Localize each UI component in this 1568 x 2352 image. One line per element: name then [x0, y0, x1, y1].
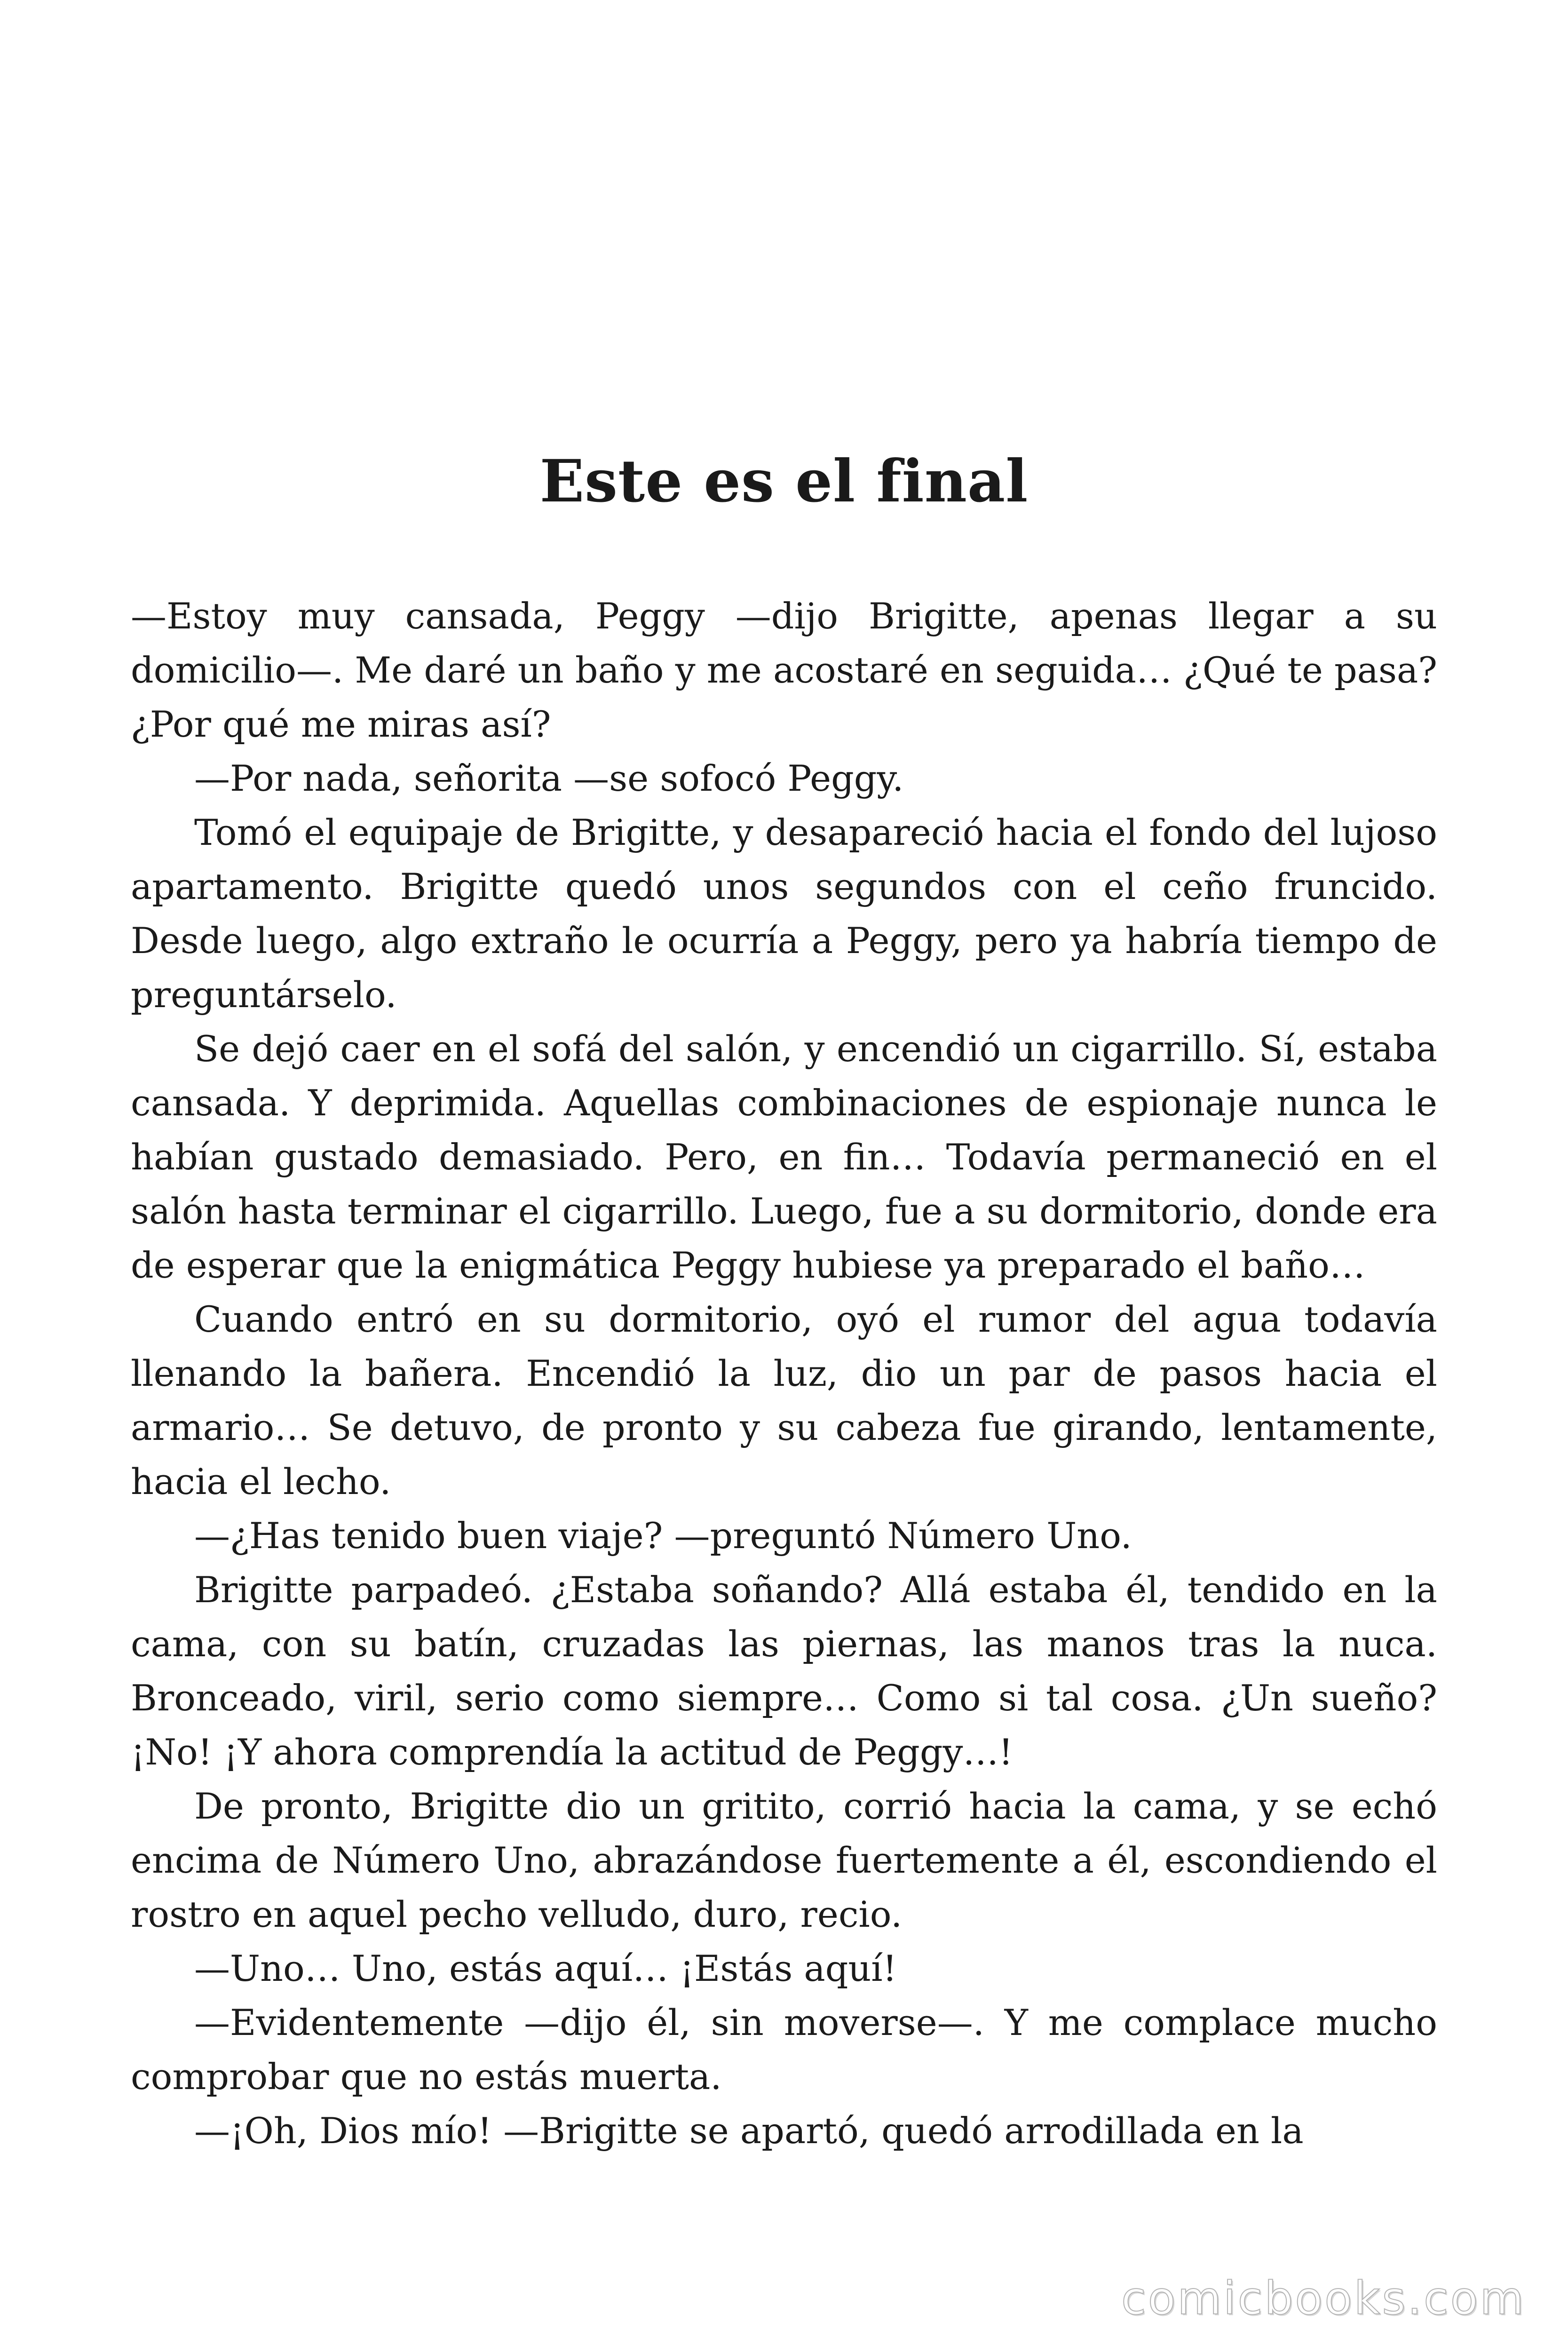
paragraph: De pronto, Brigitte dio un gritito, corrió hacia la cama, y se echó encima de Número Uno, abrazándose fuertemente a él, escondiendo el rostro en aquel pecho velludo, duro, recio.: [131, 1785, 1437, 1935]
paragraph: —Evidentemente —dijo él, sin moverse—. Y me complace mucho comprobar que no estás muerta.: [131, 2002, 1437, 2098]
paragraph: Brigitte parpadeó. ¿Estaba soñando? Allá estaba él, tendido en la cama, con su batín, cruzadas las piernas, las manos tras la nuca. Bronceado, viril, serio como siempre… Como si tal cosa. ¿Un sueño? ¡No! ¡Y ahora comprendía la actitud de Peggy…!: [131, 1569, 1437, 1773]
paragraph: Cuando entró en su dormitorio, oyó el rumor del agua todavía llenando la bañera. Encendió la luz, dio un par de pasos hacia el armario… Se detuvo, de pronto y su cabeza fue girando, lentamente, hacia el lecho.: [131, 1298, 1437, 1502]
paragraph: Tomó el equipaje de Brigitte, y desapareció hacia el fondo del lujoso apartamento. Brigitte quedó unos segundos con el ceño fruncido. Desde luego, algo extraño le ocurría a Peggy, pero ya habría tiempo de preguntárselo.: [131, 811, 1437, 1016]
chapter-body: [131, 589, 1437, 2158]
paragraph: —Estoy muy cansada, Peggy —dijo Brigitte, apenas llegar a su domicilio—. Me daré un baño y me acostaré en seguida… ¿Qué te pasa? ¿Por qué me miras así?: [131, 595, 1437, 745]
paragraph: —¡Oh, Dios mío! —Brigitte se apartó, quedó arrodillada en la: [194, 2110, 1304, 2152]
paragraph: Se dejó caer en el sofá del salón, y encendió un cigarrillo. Sí, estaba cansada. Y deprimida. Aquellas combinaciones de espionaje nunca le habían gustado demasiado. Pero, en fin… Todavía permaneció en el salón hasta terminar el cigarrillo. Luego, fue a su dormitorio, donde era de esperar que la enigmática Peggy hubiese ya preparado el baño…: [131, 1028, 1437, 1286]
paragraph: —Uno… Uno, estás aquí… ¡Estás aquí!: [194, 1947, 897, 1989]
paragraph: —¿Has tenido buen viaje? —preguntó Número Uno.: [194, 1515, 1132, 1557]
watermark: comicbooks.com: [1121, 2272, 1526, 2325]
paragraph: —Por nada, señorita —se sofocó Peggy.: [194, 757, 904, 799]
chapter-title: Este es el final: [539, 447, 1029, 516]
